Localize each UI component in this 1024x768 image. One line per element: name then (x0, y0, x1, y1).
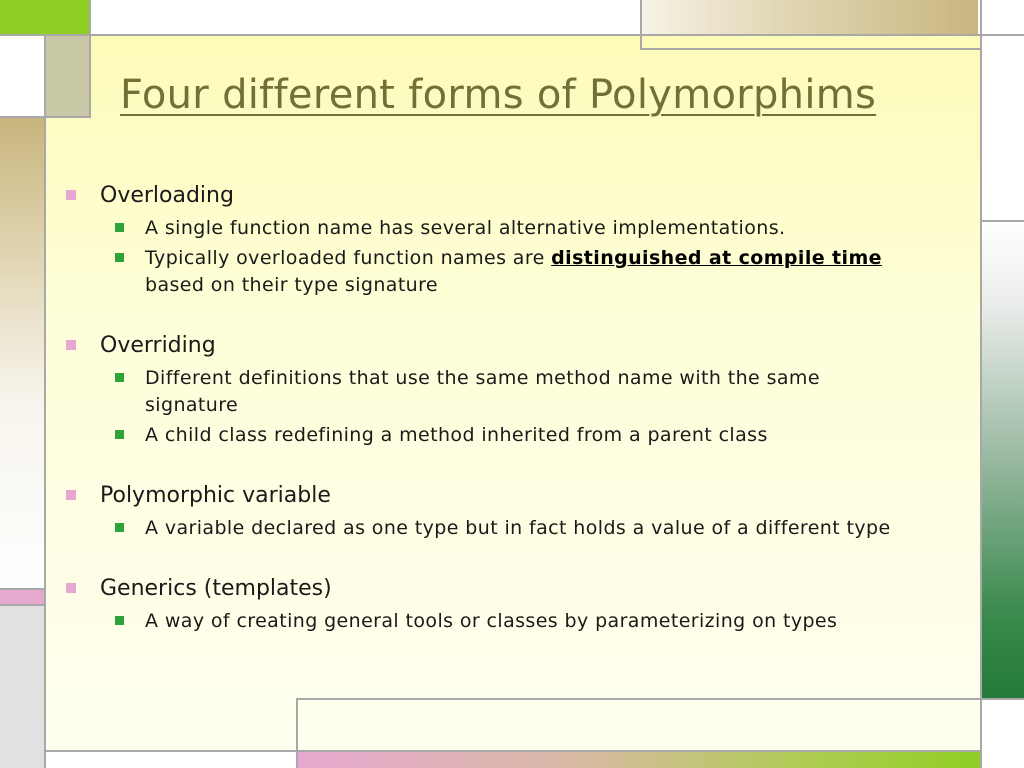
bullet-text-before: Typically overloaded function names are (145, 247, 552, 269)
level2-bullet-item (60, 245, 960, 299)
level2-bullet-item (60, 422, 960, 449)
decorative-bottom-gradient-bar (298, 752, 980, 768)
level2-bullet-item (60, 365, 960, 419)
frame-line-bottom-box-top (296, 698, 982, 700)
frame-line-right-vertical (980, 0, 982, 768)
section-heading: Overloading (100, 183, 234, 208)
section-polymorphic-variable (60, 480, 960, 542)
frame-line-top-box-bottom (640, 48, 982, 50)
bullet-text: A variable declared as one type but in fact holds a value of a different type (145, 517, 891, 539)
frame-line-left-3 (0, 604, 46, 606)
frame-line-top-box-left (640, 0, 642, 50)
decorative-pink-strip-left (0, 590, 44, 604)
section-overriding (60, 330, 960, 449)
pink-square-bullet-icon (66, 583, 76, 593)
bullet-text: Different definitions that use the same method name with the same signature (145, 367, 820, 416)
decorative-sage-block (46, 36, 90, 116)
frame-line-left-vertical (44, 34, 46, 768)
decorative-white-block-right (982, 0, 1024, 220)
decorative-green-block (0, 0, 89, 34)
green-square-bullet-icon (115, 373, 124, 382)
green-square-bullet-icon (115, 523, 124, 532)
decorative-white-block-bottom-right (982, 700, 1024, 748)
frame-line-left-1 (0, 116, 46, 118)
bullet-text-after: based on their type signature (145, 274, 438, 296)
pink-square-bullet-icon (66, 340, 76, 350)
level2-bullet-item (60, 608, 960, 635)
decorative-green-gradient-right (982, 222, 1024, 698)
level2-bullet-item (60, 215, 960, 242)
decorative-white-block (0, 36, 44, 116)
emphasized-text: distinguished at compile time (551, 247, 882, 269)
section-heading: Generics (templates) (100, 576, 332, 601)
frame-line-right-top (980, 34, 1024, 36)
section-heading: Polymorphic variable (100, 483, 331, 508)
bullet-text: A single function name has several alternative implementations. (145, 217, 786, 239)
level2-bullet-item (60, 515, 960, 542)
frame-line-bottom (46, 750, 982, 752)
frame-line-right-mid (980, 220, 1024, 222)
frame-line-sage-bottom (46, 116, 91, 118)
green-square-bullet-icon (115, 616, 124, 625)
frame-line-right-low (980, 698, 1024, 700)
level1-bullet-item (60, 330, 960, 362)
frame-line-sage-right (89, 0, 91, 118)
section-heading: Overriding (100, 333, 216, 358)
level1-bullet-item (60, 180, 960, 212)
green-square-bullet-icon (115, 430, 124, 439)
slide-title: Four different forms of Polymorphims (120, 72, 877, 118)
decorative-gray-block (0, 606, 44, 768)
section-overloading (60, 180, 960, 299)
green-square-bullet-icon (115, 253, 124, 262)
decorative-tan-gradient-top (642, 0, 978, 34)
bullet-text: A way of creating general tools or classes by parameterizing on types (145, 610, 838, 632)
bullet-text: A child class redefining a method inherited from a parent class (145, 424, 768, 446)
slide-content (60, 180, 960, 666)
level1-bullet-item (60, 480, 960, 512)
decorative-tan-gradient-left (0, 118, 44, 588)
frame-line-bottom-box-left (296, 698, 298, 768)
frame-line-left-2 (0, 588, 46, 590)
pink-square-bullet-icon (66, 190, 76, 200)
frame-line-top (0, 34, 1024, 36)
green-square-bullet-icon (115, 223, 124, 232)
section-generics (60, 573, 960, 635)
level1-bullet-item (60, 573, 960, 605)
pink-square-bullet-icon (66, 490, 76, 500)
